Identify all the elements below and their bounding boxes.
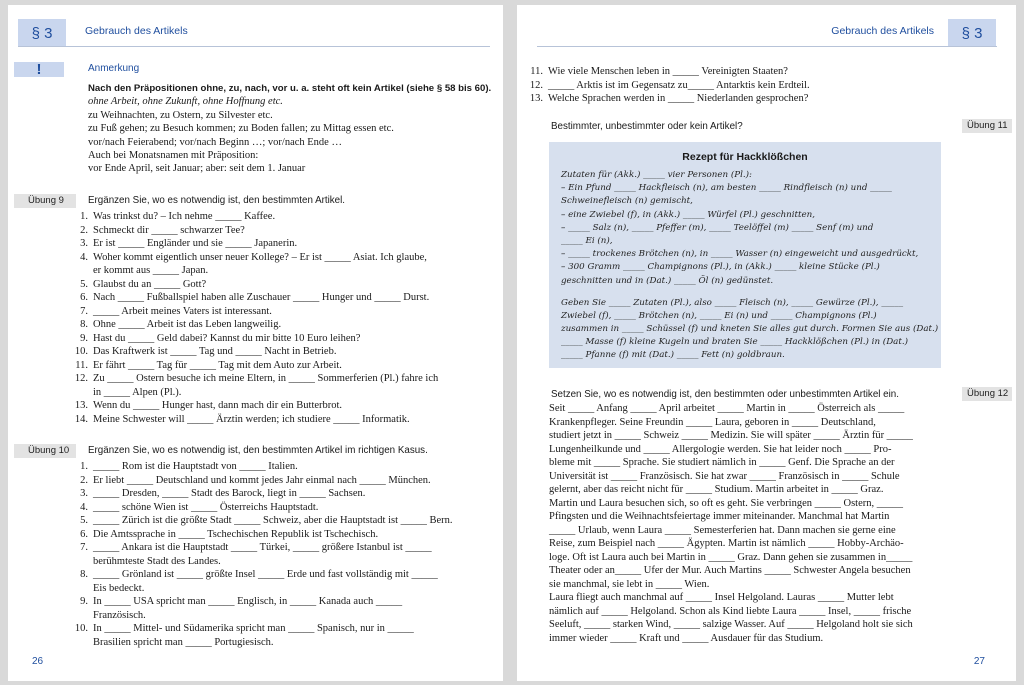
header-divider xyxy=(18,46,490,47)
item-text: er kommt aus _____ Japan. xyxy=(93,265,209,276)
exercise-item xyxy=(71,318,438,332)
exercise-item xyxy=(71,474,453,488)
item-text: Ohne _____ Arbeit ist das Leben langweilig. xyxy=(93,319,282,330)
item-text: _____ Rom ist die Hauptstadt von _____ Italien. xyxy=(93,461,298,472)
item-number: 6. xyxy=(80,528,88,540)
page-header-title: Gebrauch des Artikels xyxy=(85,25,188,37)
exercise-item xyxy=(71,582,453,596)
text-line: Pfingsten und die Weihnachtsfeiertage immer miteinander. Manchmal hat Martin xyxy=(549,511,890,522)
exercise-item xyxy=(71,210,438,224)
item-number: 7. xyxy=(80,305,88,317)
note-line: vor/nach Feierabend; vor/nach Beginn …; vor/nach Ende … xyxy=(88,136,342,148)
exercise-12-instruction: Setzen Sie, wo es notwendig ist, den bestimmten oder unbestimmten Artikel ein. xyxy=(551,389,899,400)
item-text: Zu _____ Ostern besuche ich meine Eltern, in _____ Sommerferien (Pl.) fahre ich xyxy=(93,373,439,384)
recipe-line: – _____ trockenes Brötchen (n), in _____ Wasser (n) eingeweicht und ausgedrückt, xyxy=(561,249,919,260)
note-line: Auch bei Monatsnamen mit Präposition: xyxy=(88,150,259,162)
note-body xyxy=(88,82,491,176)
recipe-box xyxy=(549,142,941,368)
exercise-12-label: Übung 12 xyxy=(962,387,1012,401)
item-text: Schmeckt dir _____ schwarzer Tee? xyxy=(93,224,245,236)
exercise-item xyxy=(71,386,438,400)
item-text: Die Amtssprache in _____ Tschechischen Republik ist Tschechisch. xyxy=(93,528,379,540)
exercise-item xyxy=(526,92,810,106)
recipe-line: Zwiebel (f), _____ Brötchen (n), _____ Ei (n) und _____ Champignons (Pl.) xyxy=(561,310,877,321)
item-text: Brasilien spricht man _____ Portugiesisch. xyxy=(93,636,274,648)
exclamation-icon: ! xyxy=(14,62,64,77)
exercise-item xyxy=(71,541,453,555)
item-number: 3. xyxy=(80,488,88,499)
item-number: 2. xyxy=(80,474,88,486)
text-line: loge. Oft ist Laura auch bei Martin in _____ Graz. Dann gehen sie zusammen in_____ xyxy=(549,551,913,563)
item-text: in _____ Alpen (Pl.). xyxy=(93,386,182,398)
recipe-line: – eine Zwiebel (f), in (Akk.) _____ Würfel (Pl.) geschnitten, xyxy=(561,209,816,220)
text-line: nämlich auf _____ Helgoland. Schon als Kind liebte Laura _____ Insel, _____ frische xyxy=(549,605,912,617)
item-text: Wenn du _____ Hunger hast, dann mach dir ein Butterbrot. xyxy=(93,400,343,411)
item-text: _____ Arktis ist im Gegensatz zu_____ Antarktis kein Erdteil. xyxy=(548,79,810,91)
exercise-item xyxy=(71,595,453,609)
exercise-item xyxy=(71,359,438,373)
recipe-line: _____ Ei (n), xyxy=(561,236,613,247)
recipe-line: geschnitten und in (Dat.) _____ Öl (n) gedünstet. xyxy=(561,275,774,286)
recipe-line: _____ Masse (f) kleine Kugeln und braten Sie _____ Hackklößchen (Pl.) in (Dat.) xyxy=(561,337,908,348)
item-number: 13. xyxy=(529,93,543,104)
text-line: sie manchmal, sie lebt in _____ Wien. xyxy=(549,578,710,590)
item-text: Er liebt _____ Deutschland und kommt jedes Jahr einmal nach _____ München. xyxy=(93,474,431,486)
exercise-item xyxy=(71,237,438,251)
header-divider xyxy=(537,46,997,47)
item-text: _____ Arbeit meines Vaters ist interessant. xyxy=(93,305,272,317)
exercise-10-list xyxy=(71,460,453,649)
recipe-line: – Ein Pfund _____ Hackfleisch (n), am besten _____ Rindfleisch (n) und _____ xyxy=(561,183,892,194)
exercise-item xyxy=(71,413,438,427)
item-text: Welche Sprachen werden in _____ Niederlanden gesprochen? xyxy=(548,93,809,104)
note-line: ohne Arbeit, ohne Zukunft, ohne Hoffnung etc. xyxy=(88,96,283,108)
item-number: 9. xyxy=(80,332,88,344)
exercise-item xyxy=(71,291,438,305)
exercise-item xyxy=(71,460,453,474)
item-number: 5. xyxy=(80,278,88,290)
exercise-item xyxy=(71,636,453,650)
item-text: Er fährt _____ Tag für _____ Tag mit dem Auto zur Arbeit. xyxy=(93,359,342,371)
recipe-text xyxy=(561,169,938,363)
page-number-left: 26 xyxy=(32,656,44,667)
exercise-10-continued-list xyxy=(526,65,810,106)
exercise-item xyxy=(71,528,453,542)
note-rule: Nach den Präpositionen ohne, zu, nach, vor u. a. steht oft kein Artikel (siehe § 58 bis 60). xyxy=(88,83,492,94)
item-text: Was trinkst du? – Ich nehme _____ Kaffee. xyxy=(93,211,276,222)
item-number: 2. xyxy=(80,224,88,236)
exercise-item xyxy=(71,609,453,623)
item-number: 5. xyxy=(80,515,88,526)
exercise-item xyxy=(71,251,438,265)
text-line: Theater oder an_____ Ufer der Mur. Auch Martins _____ Schwester Angela besuchen xyxy=(549,565,911,576)
item-text: Er ist _____ Engländer und sie _____ Japanerin. xyxy=(93,238,298,249)
exercise-9-list xyxy=(71,210,438,426)
text-line: gelernt, aber das reicht nicht für _____ Studium. Martin arbeitet in _____ Graz. xyxy=(549,484,884,495)
exercise-item xyxy=(71,305,438,319)
section-badge: § 3 xyxy=(18,19,66,47)
exercise-item xyxy=(71,622,453,636)
item-text: Woher kommt eigentlich unser neuer Kollege? – Er ist _____ Asiat. Ich glaube, xyxy=(93,251,427,263)
text-line: bleme mit _____ Sprache. Sie studiert nämlich in _____ Genf. Die Sprache an der xyxy=(549,457,895,468)
text-line: Krankenpfleger. Seine Freundin _____ Laura, geboren in _____ Deutschland, xyxy=(549,416,876,428)
item-text: _____ Ankara ist die Hauptstadt _____ Türkei, _____ größere Istanbul ist _____ xyxy=(93,542,432,553)
recipe-line xyxy=(561,288,938,297)
exercise-item xyxy=(71,399,438,413)
text-line: Seit _____ Anfang _____ April arbeitet _____ Martin in _____ Österreich als _____ xyxy=(549,403,905,414)
item-number: 11. xyxy=(530,66,543,77)
item-number: 13. xyxy=(74,400,88,411)
page-number-right: 27 xyxy=(973,656,985,667)
recipe-line: _____ Pfanne (f) mit (Dat.) _____ Fett (n) goldbraun. xyxy=(561,350,785,361)
item-text: _____ Grönland ist _____ größte Insel _____ Erde und fast vollständig mit _____ xyxy=(93,569,438,580)
item-text: In _____ USA spricht man _____ Englisch, in _____ Kanada auch _____ xyxy=(93,596,403,607)
note-title: Anmerkung xyxy=(88,63,140,74)
item-number: 4. xyxy=(80,251,88,263)
text-line: studiert jetzt in _____ Schweiz _____ Medizin. Sie will später _____ Ärztin für _____ xyxy=(549,430,913,441)
item-number: 3. xyxy=(80,238,88,249)
left-page xyxy=(8,5,503,681)
item-number: 9. xyxy=(80,596,88,607)
recipe-title: Rezept für Hackklößchen xyxy=(682,151,808,163)
item-number: 14. xyxy=(74,413,88,425)
item-text: Hast du _____ Geld dabei? Kannst du mir bitte 10 Euro leihen? xyxy=(93,332,361,344)
exercise-item xyxy=(71,501,453,515)
item-text: In _____ Mittel- und Südamerika spricht man _____ Spanisch, nur in _____ xyxy=(93,623,414,634)
exercise-12-text xyxy=(549,402,913,645)
exercise-item xyxy=(71,278,438,292)
item-text: Glaubst du an _____ Gott? xyxy=(93,278,207,290)
recipe-line: Schweinefleisch (n) gemischt, xyxy=(561,196,693,207)
item-number: 12. xyxy=(529,79,543,91)
exercise-item xyxy=(71,332,438,346)
exercise-item xyxy=(71,224,438,238)
note-line: zu Fuß gehen; zu Besuch kommen; zu Boden fallen; zu Mittag essen etc. xyxy=(88,123,394,135)
section-badge: § 3 xyxy=(948,19,996,47)
item-number: 12. xyxy=(74,373,88,384)
right-page xyxy=(517,5,1016,681)
item-number: 10. xyxy=(74,623,88,634)
item-number: 1. xyxy=(80,461,88,472)
text-line: _____ Urlaub, wenn Laura _____ Semesterferien hat. Dann machen sie gerne eine xyxy=(549,524,896,536)
item-text: Eis bedeckt. xyxy=(93,582,145,594)
recipe-line: zusammen in _____ Schüssel (f) und kneten Sie alles gut durch. Formen Sie aus (Dat.) xyxy=(561,323,939,334)
exercise-item xyxy=(71,555,453,569)
exercise-9-label: Übung 9 xyxy=(14,194,76,208)
exercise-item xyxy=(526,79,810,93)
text-line: Martin und Laura besuchen sich, so oft es geht. Sie verbringen _____ Ostern, _____ xyxy=(549,497,904,509)
item-text: Wie viele Menschen leben in _____ Vereinigten Staaten? xyxy=(548,66,788,77)
item-text: Französisch. xyxy=(93,609,146,621)
item-number: 1. xyxy=(80,211,88,222)
text-line: Reise, zum Beispiel nach _____ Ägypten. Martin ist nämlich _____ Hobby-Archäo- xyxy=(549,538,904,549)
recipe-line: – _____ Salz (n), _____ Pfeffer (m), _____ Teelöffel (m) _____ Senf (m) und xyxy=(561,222,874,233)
exercise-9-instruction: Ergänzen Sie, wo es notwendig ist, den bestimmten Artikel. xyxy=(88,195,346,206)
exercise-item xyxy=(71,264,438,278)
item-text: Nach _____ Fußballspiel haben alle Zuschauer _____ Hunger und _____ Durst. xyxy=(93,292,430,303)
exercise-11-instruction: Bestimmter, unbestimmter oder kein Artikel? xyxy=(551,121,743,132)
item-text: _____ Dresden, _____ Stadt des Barock, liegt in _____ Sachsen. xyxy=(93,488,366,499)
note-line: zu Weihnachten, zu Ostern, zu Silvester etc. xyxy=(88,109,273,121)
exercise-item xyxy=(71,514,453,528)
recipe-line: Geben Sie _____ Zutaten (Pl.), also _____ Fleisch (n), _____ Gewürze (Pl.), _____ xyxy=(561,297,904,308)
recipe-line: Zutaten für (Akk.) _____ vier Personen (Pl.): xyxy=(561,170,752,180)
item-text: _____ schöne Wien ist _____ Österreichs Hauptstadt. xyxy=(93,501,319,513)
item-number: 8. xyxy=(80,319,88,330)
text-line: Universität ist _____ Französisch. Sie hat zwar _____ Französisch in _____ Schule xyxy=(549,470,900,482)
text-line: Laura fliegt auch manchmal auf _____ Insel Helgoland. Lauras _____ Mutter lebt xyxy=(549,592,894,603)
text-line: Seeluft, _____ starken Wind, _____ salzige Wasser. Auf _____ Helgoland holt sie sich xyxy=(549,619,913,630)
exercise-item xyxy=(71,487,453,501)
text-line: Lungenheilkunde und _____ Allergologie werden. Sie hat leider noch _____ Pro- xyxy=(549,443,892,455)
item-number: 10. xyxy=(74,346,88,357)
item-text: Meine Schwester will _____ Ärztin werden; ich studiere _____ Informatik. xyxy=(93,413,410,425)
note-line: vor Ende April, seit Januar; aber: seit dem 1. Januar xyxy=(88,163,306,175)
item-number: 7. xyxy=(80,542,88,553)
item-number: 6. xyxy=(80,292,88,303)
exercise-10-label: Übung 10 xyxy=(14,444,76,458)
exercise-item xyxy=(71,568,453,582)
exercise-10-instruction: Ergänzen Sie, wo es notwendig ist, den bestimmten Artikel im richtigen Kasus. xyxy=(88,445,428,456)
exercise-item xyxy=(71,345,438,359)
item-text: Das Kraftwerk ist _____ Tag und _____ Nacht in Betrieb. xyxy=(93,346,337,357)
recipe-line: – 300 Gramm _____ Champignons (Pl.), in (Akk.) _____ kleine Stücke (Pl.) xyxy=(561,262,880,273)
exercise-11-label: Übung 11 xyxy=(962,119,1012,133)
item-number: 11. xyxy=(75,359,88,371)
item-number: 4. xyxy=(80,501,88,513)
text-line: immer wieder _____ Kraft und _____ Ausdauer für das Studium. xyxy=(549,632,824,644)
exercise-item xyxy=(71,372,438,386)
page-header-title: Gebrauch des Artikels xyxy=(831,25,934,37)
item-number: 8. xyxy=(80,569,88,580)
item-text: berühmteste Stadt des Landes. xyxy=(93,555,221,567)
exercise-item xyxy=(526,65,810,79)
item-text: _____ Zürich ist die größte Stadt _____ Schweiz, aber die Hauptstadt ist _____ Bern. xyxy=(93,515,453,526)
